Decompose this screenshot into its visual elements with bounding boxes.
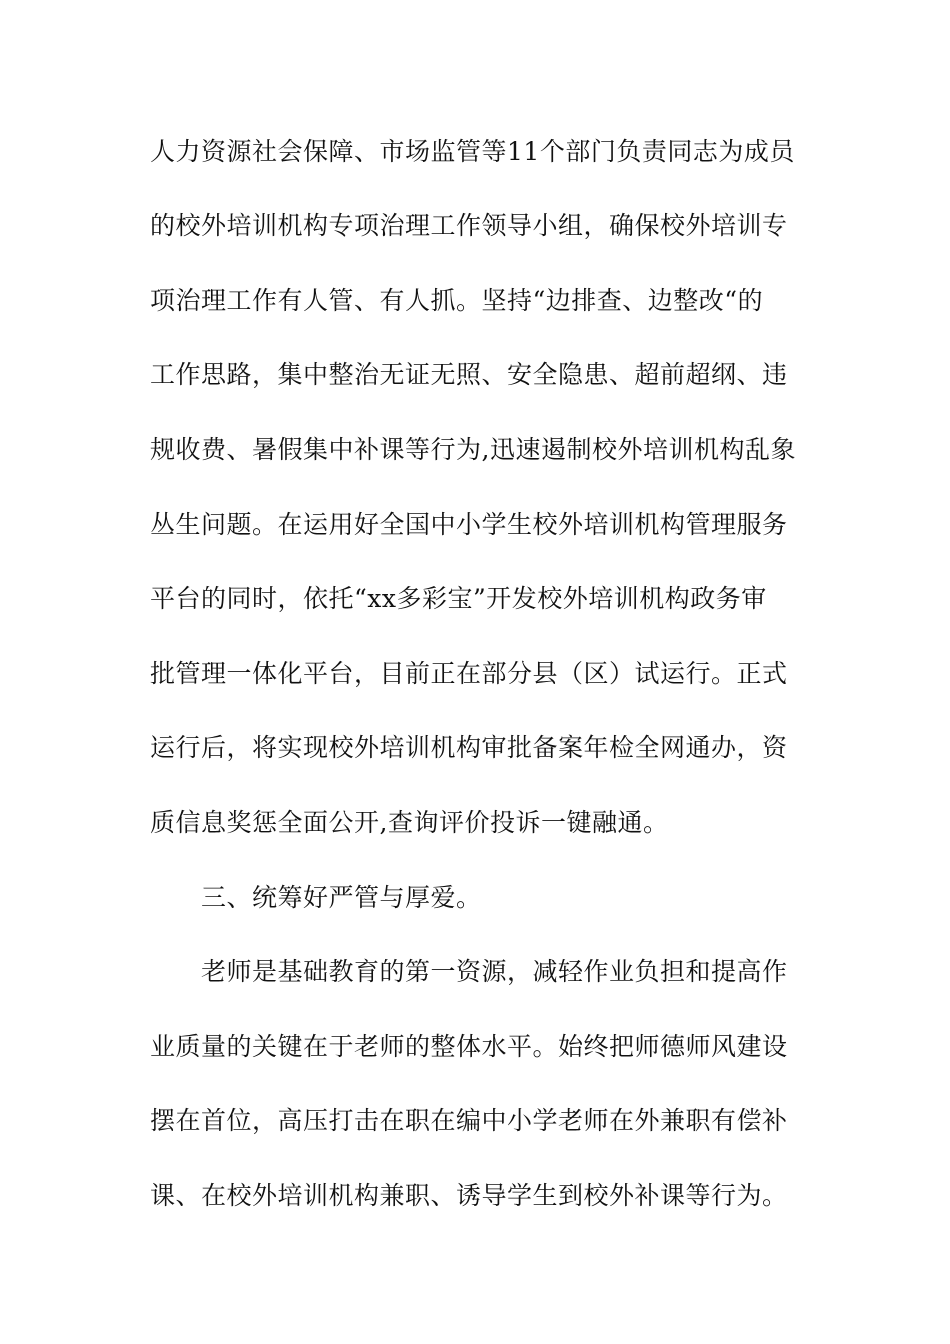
body-text-line: 质信息奖惩全面公开,查询评价投诉一键融通。: [150, 808, 669, 837]
body-text-line: 平台的同时，依托“xx多彩宝”开发校外培训机构政务审: [150, 584, 767, 613]
body-text-line: 摆在首位，高压打击在职在编中小学老师在外兼职有偿补: [150, 1106, 788, 1135]
body-text-line: 工作思路，集中整治无证无照、安全隐患、超前超纲、违: [150, 360, 788, 389]
body-text-line: 业质量的关键在于老师的整体水平。始终把师德师风建设: [150, 1032, 788, 1061]
body-text-line: 人力资源社会保障、市场监管等11个部门负责同志为成员: [150, 137, 795, 166]
body-text-line: 课、在校外培训机构兼职、诱导学生到校外补课等行为。: [150, 1181, 788, 1210]
body-text-line: 丛生问题。在运用好全国中小学生校外培训机构管理服务: [150, 510, 788, 539]
body-text-line: 项治理工作有人管、有人抓。坚持“边排查、边整改“的: [150, 286, 764, 315]
body-text-line: 的校外培训机构专项治理工作领导小组，确保校外培训专: [150, 211, 788, 240]
section-heading: 三、统筹好严管与厚爱。: [201, 883, 482, 912]
paragraph-first-line: 老师是基础教育的第一资源，减轻作业负担和提高作: [201, 957, 788, 986]
body-text-line: 规收费、暑假集中补课等行为,迅速遏制校外培训机构乱象: [150, 435, 796, 464]
body-text-line: 运行后，将实现校外培训机构审批备案年检全网通办，资: [150, 733, 788, 762]
body-text-line: 批管理一体化平台，目前正在部分县（区）试运行。正式: [150, 659, 788, 688]
